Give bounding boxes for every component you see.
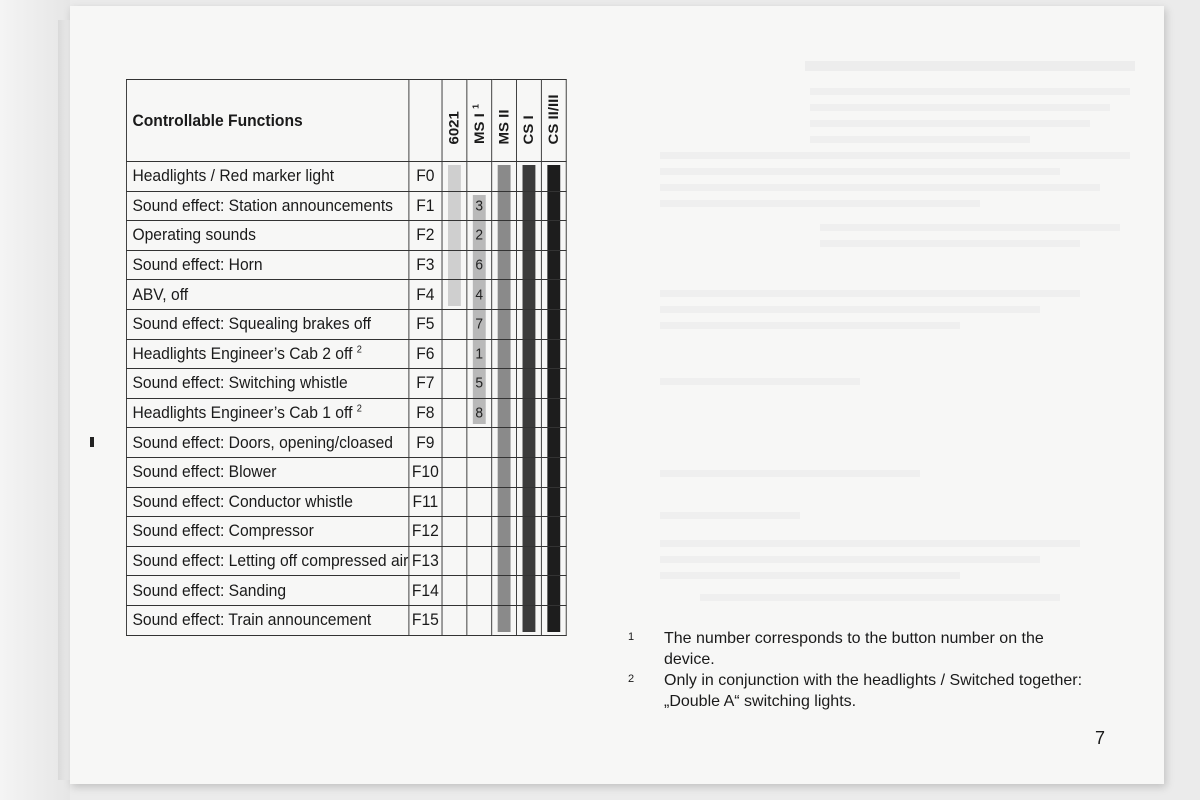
device-cell-ms1 — [467, 221, 492, 251]
function-label: Sound effect: Station announcements — [132, 195, 394, 215]
table-row — [126, 280, 566, 310]
bleed-through-line — [660, 572, 960, 579]
availability-bar — [498, 517, 511, 546]
device-header-ms1 — [467, 80, 492, 162]
device-cell-ms1 — [467, 398, 492, 428]
table-row — [126, 546, 566, 576]
function-label: Headlights Engineer’s Cab 1 off — [132, 403, 353, 423]
device-cell-6021 — [442, 398, 467, 428]
function-name — [126, 428, 408, 458]
footnote-mark: 1 — [628, 631, 635, 643]
footnote-1 — [628, 628, 1098, 670]
availability-bar — [522, 547, 535, 576]
function-name — [126, 546, 408, 576]
device-cell-cs1 — [516, 487, 541, 517]
table-row — [126, 339, 566, 369]
function-name — [126, 309, 408, 339]
device-cell-cs1 — [516, 576, 541, 606]
device-label: CS I — [521, 115, 537, 145]
availability-bar — [498, 458, 511, 487]
function-label: Headlights / Red marker light — [132, 166, 335, 186]
bleed-through-line — [660, 540, 1080, 547]
device-cell-cs2-3 — [541, 221, 566, 251]
device-cell-ms2 — [492, 369, 517, 399]
availability-bar — [498, 165, 511, 191]
footnote-ref: 1 — [470, 103, 481, 109]
availability-bar — [547, 340, 560, 369]
function-key: F5 — [409, 309, 442, 339]
availability-bar — [522, 165, 535, 191]
table-row — [126, 487, 566, 517]
device-header-cs2-3 — [541, 80, 566, 162]
availability-bar — [547, 310, 560, 339]
device-cell-ms2 — [492, 457, 517, 487]
function-key: F15 — [409, 605, 442, 635]
bleed-through-line — [660, 306, 1040, 313]
bleed-through-line — [660, 184, 1100, 191]
device-cell-ms2 — [492, 428, 517, 458]
availability-bar — [547, 547, 560, 576]
device-cell-6021 — [442, 191, 467, 221]
availability-bar — [547, 280, 560, 309]
device-cell-cs2-3 — [541, 546, 566, 576]
controllable-functions-table — [126, 79, 567, 636]
availability-bar — [448, 280, 461, 306]
availability-bar — [547, 576, 560, 605]
function-key: F14 — [409, 576, 442, 606]
availability-bar — [448, 251, 461, 280]
availability-bar — [547, 165, 560, 191]
table-row — [126, 369, 566, 399]
availability-bar — [522, 340, 535, 369]
device-cell-cs1 — [516, 280, 541, 310]
function-key: F13 — [409, 546, 442, 576]
device-cell-ms1 — [467, 428, 492, 458]
availability-bar — [498, 340, 511, 369]
device-cell-cs1 — [516, 309, 541, 339]
function-label: Sound effect: Blower — [132, 462, 277, 482]
bleed-through-line — [810, 136, 1030, 143]
availability-bar — [547, 488, 560, 517]
table-row — [126, 162, 566, 192]
availability-bar — [498, 280, 511, 309]
function-label: Sound effect: Doors, opening/cloased — [132, 432, 394, 452]
table-row — [126, 221, 566, 251]
availability-bar — [498, 221, 511, 250]
button-number: 8 — [475, 404, 484, 422]
availability-bar — [547, 192, 560, 221]
availability-bar — [522, 369, 535, 398]
availability-bar — [498, 488, 511, 517]
device-cell-cs2-3 — [541, 309, 566, 339]
availability-bar — [498, 606, 511, 632]
device-cell-ms2 — [492, 605, 517, 635]
function-label: Sound effect: Squealing brakes off — [132, 314, 371, 334]
bleed-through-line — [810, 120, 1090, 127]
device-cell-ms2 — [492, 576, 517, 606]
device-label: CS II/III — [545, 94, 562, 145]
bleed-through-line — [700, 594, 1060, 601]
device-cell-ms1 — [467, 605, 492, 635]
bleed-through-line — [660, 152, 1130, 159]
device-header-ms2 — [492, 80, 517, 162]
device-cell-cs2-3 — [541, 576, 566, 606]
function-label: Sound effect: Conductor whistle — [132, 491, 353, 511]
function-key: F3 — [409, 250, 442, 280]
availability-bar — [498, 576, 511, 605]
availability-bar — [498, 428, 511, 457]
function-name — [126, 221, 408, 251]
availability-bar — [547, 428, 560, 457]
button-number: 5 — [475, 374, 484, 392]
availability-bar — [498, 251, 511, 280]
availability-bar — [498, 399, 511, 428]
availability-bar — [522, 606, 535, 632]
device-cell-cs1 — [516, 546, 541, 576]
device-cell-ms2 — [492, 398, 517, 428]
device-cell-cs2-3 — [541, 369, 566, 399]
device-cell-ms2 — [492, 339, 517, 369]
device-cell-ms2 — [492, 309, 517, 339]
device-cell-cs2-3 — [541, 457, 566, 487]
device-cell-ms2 — [492, 517, 517, 547]
function-name — [126, 280, 408, 310]
function-key: F4 — [409, 280, 442, 310]
device-cell-6021 — [442, 339, 467, 369]
function-label: ABV, off — [132, 284, 189, 304]
device-cell-6021 — [442, 221, 467, 251]
function-label: Sound effect: Switching whistle — [132, 373, 348, 393]
device-cell-cs1 — [516, 162, 541, 192]
function-key: F11 — [409, 487, 442, 517]
bleed-through-heading — [805, 61, 1135, 71]
function-name — [126, 457, 408, 487]
function-name — [126, 487, 408, 517]
device-cell-ms1 — [467, 280, 492, 310]
availability-bar — [522, 251, 535, 280]
device-cell-cs2-3 — [541, 280, 566, 310]
binding-mark — [90, 437, 94, 447]
device-cell-ms2 — [492, 221, 517, 251]
device-cell-cs2-3 — [541, 605, 566, 635]
button-number: 3 — [475, 197, 484, 215]
availability-bar — [522, 399, 535, 428]
table-header-row — [126, 80, 566, 162]
device-cell-cs2-3 — [541, 339, 566, 369]
device-cell-cs1 — [516, 191, 541, 221]
bleed-through-line — [660, 322, 960, 329]
device-cell-6021 — [442, 576, 467, 606]
device-cell-6021 — [442, 369, 467, 399]
table-row — [126, 605, 566, 635]
device-cell-ms1 — [467, 457, 492, 487]
table-row — [126, 309, 566, 339]
device-cell-cs2-3 — [541, 398, 566, 428]
footnotes — [628, 628, 1098, 712]
device-cell-6021 — [442, 250, 467, 280]
function-key: F12 — [409, 517, 442, 547]
function-label: Headlights Engineer’s Cab 2 off — [132, 343, 353, 363]
availability-bar — [498, 192, 511, 221]
device-cell-6021 — [442, 517, 467, 547]
table-row — [126, 517, 566, 547]
device-cell-6021 — [442, 605, 467, 635]
availability-bar — [522, 488, 535, 517]
availability-bar — [448, 221, 461, 250]
availability-bar — [547, 251, 560, 280]
device-cell-6021 — [442, 428, 467, 458]
function-key: F1 — [409, 191, 442, 221]
device-cell-ms1 — [467, 487, 492, 517]
bleed-through-line — [660, 168, 1060, 175]
function-key: F0 — [409, 162, 442, 192]
availability-bar — [498, 369, 511, 398]
bleed-through-line — [660, 470, 920, 477]
device-label: MS II — [496, 109, 512, 145]
device-cell-ms2 — [492, 191, 517, 221]
device-cell-cs1 — [516, 457, 541, 487]
availability-bar — [522, 458, 535, 487]
availability-bar — [522, 221, 535, 250]
device-cell-cs2-3 — [541, 162, 566, 192]
device-cell-ms1 — [467, 339, 492, 369]
button-number: 6 — [475, 256, 484, 274]
device-cell-cs1 — [516, 428, 541, 458]
device-cell-cs2-3 — [541, 487, 566, 517]
availability-bar — [498, 310, 511, 339]
bleed-through-line — [660, 290, 1080, 297]
availability-bar — [448, 192, 461, 221]
function-name — [126, 250, 408, 280]
availability-bar — [498, 547, 511, 576]
button-number: 2 — [475, 226, 484, 244]
table-row — [126, 398, 566, 428]
table-title: Controllable Functions — [126, 80, 408, 162]
footnote-text: The number corresponds to the button number on the device. — [664, 630, 1044, 668]
button-number: 1 — [475, 345, 484, 363]
device-cell-cs1 — [516, 369, 541, 399]
function-label: Sound effect: Horn — [132, 255, 263, 275]
device-cell-cs2-3 — [541, 517, 566, 547]
device-cell-cs1 — [516, 398, 541, 428]
function-label: Sound effect: Compressor — [132, 521, 314, 541]
availability-bar — [522, 576, 535, 605]
table-row — [126, 576, 566, 606]
function-key: F2 — [409, 221, 442, 251]
key-column-header — [409, 80, 442, 162]
device-header-6021 — [442, 80, 467, 162]
bleed-through-line — [810, 88, 1130, 95]
device-cell-ms1 — [467, 162, 492, 192]
button-number: 7 — [475, 315, 484, 333]
device-cell-cs1 — [516, 605, 541, 635]
table-row — [126, 191, 566, 221]
availability-bar — [448, 165, 461, 191]
availability-bar — [547, 458, 560, 487]
function-name — [126, 369, 408, 399]
function-name — [126, 517, 408, 547]
device-cell-ms2 — [492, 280, 517, 310]
device-cell-cs1 — [516, 250, 541, 280]
availability-bar — [547, 221, 560, 250]
bleed-through-line — [660, 200, 980, 207]
device-cell-6021 — [442, 309, 467, 339]
device-cell-ms1 — [467, 309, 492, 339]
device-cell-ms1 — [467, 517, 492, 547]
page-number: 7 — [1095, 728, 1106, 748]
function-key: F9 — [409, 428, 442, 458]
device-cell-ms2 — [492, 546, 517, 576]
table-row — [126, 428, 566, 458]
function-name — [126, 162, 408, 192]
function-label: Sound effect: Train announcement — [132, 610, 372, 630]
function-label: Sound effect: Letting off compressed air — [132, 551, 409, 571]
device-label: 6021 — [446, 111, 463, 145]
availability-bar — [522, 517, 535, 546]
function-key: F6 — [409, 339, 442, 369]
availability-bar — [547, 517, 560, 546]
device-cell-cs2-3 — [541, 191, 566, 221]
function-key: F8 — [409, 398, 442, 428]
bleed-through-line — [820, 224, 1120, 231]
device-cell-cs1 — [516, 517, 541, 547]
device-cell-6021 — [442, 280, 467, 310]
bleed-through-line — [820, 240, 1080, 247]
bleed-through-line — [660, 378, 860, 385]
availability-bar — [522, 428, 535, 457]
footnote-ref: 2 — [356, 403, 362, 415]
availability-bar — [522, 192, 535, 221]
table-row — [126, 250, 566, 280]
bleed-through-line — [810, 104, 1110, 111]
table-row — [126, 457, 566, 487]
function-label: Operating sounds — [132, 225, 256, 245]
availability-bar — [547, 606, 560, 632]
table-body — [126, 162, 566, 636]
device-cell-cs1 — [516, 339, 541, 369]
device-cell-6021 — [442, 546, 467, 576]
button-number: 4 — [475, 286, 484, 304]
device-cell-cs2-3 — [541, 250, 566, 280]
device-cell-ms1 — [467, 250, 492, 280]
device-cell-ms2 — [492, 162, 517, 192]
function-label: Sound effect: Sanding — [132, 580, 287, 600]
function-name — [126, 339, 408, 369]
device-cell-ms1 — [467, 191, 492, 221]
device-cell-6021 — [442, 162, 467, 192]
device-cell-ms2 — [492, 487, 517, 517]
bleed-through-line — [660, 512, 800, 519]
function-name — [126, 605, 408, 635]
footnote-ref: 2 — [356, 344, 362, 356]
footnote-mark: 2 — [628, 673, 635, 685]
device-cell-6021 — [442, 487, 467, 517]
function-name — [126, 576, 408, 606]
function-key: F7 — [409, 369, 442, 399]
device-cell-6021 — [442, 457, 467, 487]
footnote-text: Only in conjunction with the headlights / Switched together: „Double A“ switching lights. — [664, 672, 1083, 710]
function-name — [126, 398, 408, 428]
device-cell-ms1 — [467, 576, 492, 606]
function-name — [126, 191, 408, 221]
device-label: MS I $^1$ — [470, 103, 488, 144]
device-cell-ms1 — [467, 546, 492, 576]
availability-bar — [547, 369, 560, 398]
availability-bar — [547, 399, 560, 428]
device-cell-ms2 — [492, 250, 517, 280]
availability-bar — [522, 280, 535, 309]
device-header-cs1 — [516, 80, 541, 162]
footnote-2 — [628, 670, 1098, 712]
device-cell-ms1 — [467, 369, 492, 399]
device-cell-cs1 — [516, 221, 541, 251]
availability-bar — [522, 310, 535, 339]
device-cell-cs2-3 — [541, 428, 566, 458]
function-key: F10 — [409, 457, 442, 487]
bleed-through-line — [660, 556, 1040, 563]
